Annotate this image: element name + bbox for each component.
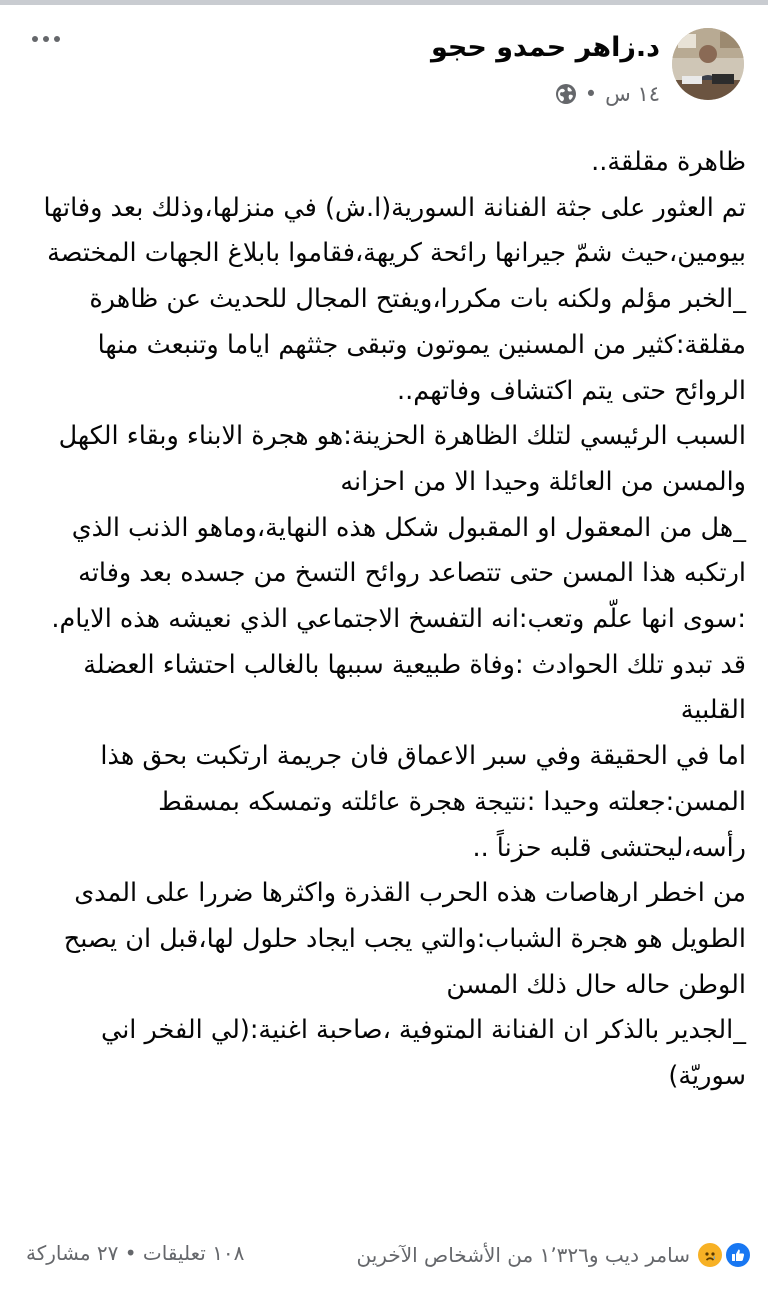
post-header <box>0 22 768 112</box>
post-body <box>22 140 746 1100</box>
globe-icon <box>555 83 577 105</box>
post-time[interactable]: ١٤ س <box>605 82 660 106</box>
post-paragraph: _الجدير بالذكر ان الفنانة المتوفية ،صاحبة اغنية:(لي الفخر اني سوريّة) <box>100 1015 746 1092</box>
like-reaction-icon <box>724 1241 752 1269</box>
sad-reaction-icon <box>696 1241 724 1269</box>
post-paragraph: من اخطر ارهاصات هذه الحرب القذرة واكثرها ضررا على المدى الطويل هو هجرة الشباب:والتي يجب ايجاد حلول لها،قبل ان يصبح الوطن حاله حال ذلك المسن <box>63 878 746 1000</box>
meta-separator: • <box>584 82 598 106</box>
post-paragraph: _الخبر مؤلم ولكنه بات مكررا،ويفتح المجال للحديث عن ظاهرة مقلقة:كثير من المسنين يموتون وتبقى جثثهم اياما وتنبعث منها الروائح حتى يتم اكتشاف وفاتهم.. <box>89 284 746 406</box>
avatar[interactable] <box>672 28 744 100</box>
more-options-icon[interactable] <box>32 36 60 42</box>
top-divider <box>0 0 768 5</box>
post-meta <box>555 82 660 106</box>
reaction-icons <box>696 1241 746 1269</box>
author-name[interactable]: د.زاهر حمدو حجو <box>430 32 660 63</box>
post-paragraph: السبب الرئيسي لتلك الظاهرة الحزينة:هو هجرة الابناء وبقاء الكهل والمسن من العائلة وحيدا الا من احزانه <box>58 421 746 497</box>
comments-shares-stats[interactable]: ١٠٨ تعليقات • ٢٧ مشاركة <box>26 1241 245 1265</box>
reactions-text[interactable]: سامر ديب و١٬٣٢٦ من الأشخاص الآخرين <box>356 1243 690 1267</box>
post-paragraph: قد تبدو تلك الحوادث :وفاة طبيعية سببها بالغالب احتشاء العضلة القلبية <box>83 649 746 726</box>
post-footer <box>0 1225 768 1285</box>
post-paragraph: _هل من المعقول او المقبول شكل هذه النهاية،وماهو الذنب الذي ارتكبه هذا المسن حتى تتصاعد روائح التسخ من جسده بعد وفاته :سوى انها علّم وتعب:انه التفسخ الاجتماعي الذي نعيشه هذه الايام. <box>51 512 746 635</box>
reactions-summary[interactable] <box>357 1241 747 1269</box>
post-paragraph: تم العثور على جثة الفنانة السورية(ا.ش) في منزلها،وذلك بعد وفاتها بيومين،حيث شمّ جيرانها رائحة كريهة،فقاموا بابلاغ الجهات المختصة <box>43 192 746 269</box>
post-paragraph: اما في الحقيقة وفي سبر الاعماق فان جريمة ارتكبت بحق هذا المسن:جعلته وحيدا :نتيجة هجرة عائلته وتمسكه بمسقط رأسه،ليحتشى قلبه حزناً .. <box>100 741 746 863</box>
post-paragraph: ظاهرة مقلقة.. <box>591 147 746 177</box>
